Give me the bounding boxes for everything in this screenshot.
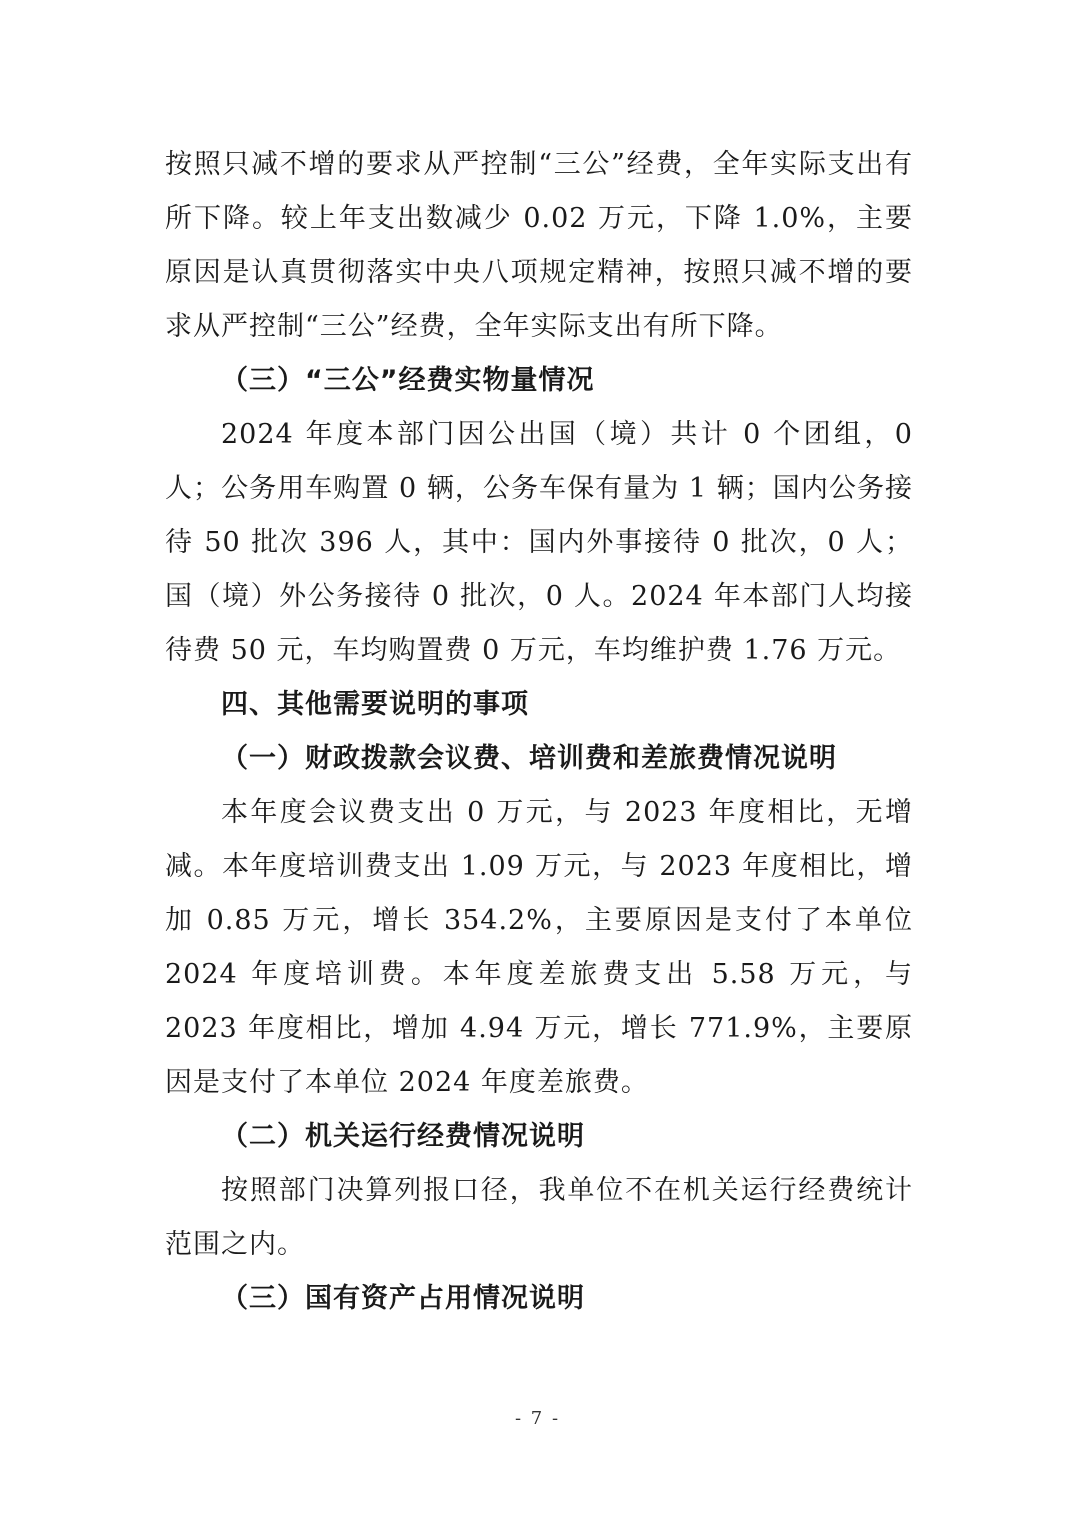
document-body <box>165 138 913 1326</box>
heading-state-assets-occupancy: （三）国有资产占用情况说明 <box>221 1283 585 1314</box>
heading-meeting-training-travel-expenses: （一）财政拨款会议费、培训费和差旅费情况说明 <box>221 743 837 774</box>
paragraph-three-public-expense-decline: 按照只减不增的要求从严控制“三公”经费，全年实际支出有所下降。较上年支出数减少 0.02 万元，下降 1.0%，主要原因是认真贯彻落实中央八项规定精神，按照只减不增的要求从严控制“三公”经费，全年实际支出有所下降。 <box>165 149 913 342</box>
heading-three-public-physical-quantity: （三）“三公”经费实物量情况 <box>221 365 595 396</box>
paragraph-meeting-training-travel-details: 本年度会议费支出 0 万元，与 2023 年度相比，无增减。本年度培训费支出 1.09 万元，与 2023 年度相比，增加 0.85 万元，增长 354.2%，主要原因是支付了本单位 2024 年度培训费。本年度差旅费支出 5.58 万元，与 2023 年度相比，增加 4.94 万元，增长 771.9%，主要原因是支付了本单位 2024 年度差旅费。 <box>165 797 913 1098</box>
paragraph-physical-quantity-details: 2024 年度本部门因公出国（境）共计 0 个团组，0 人；公务用车购置 0 辆，公务车保有量为 1 辆；国内公务接待 50 批次 396 人，其中：国内外事接待 0 批次，0 人；国（境）外公务接待 0 批次，0 人。2024 年本部门人均接待费 50 元，车均购置费 0 万元，车均维护费 1.76 万元。 <box>165 419 913 666</box>
heading-agency-operating-expenses: （二）机关运行经费情况说明 <box>221 1121 585 1152</box>
heading-other-matters: 四、其他需要说明的事项 <box>221 689 529 720</box>
paragraph-agency-operating-details: 按照部门决算列报口径，我单位不在机关运行经费统计范围之内。 <box>165 1175 913 1260</box>
page-number: - 7 - <box>514 1408 561 1429</box>
